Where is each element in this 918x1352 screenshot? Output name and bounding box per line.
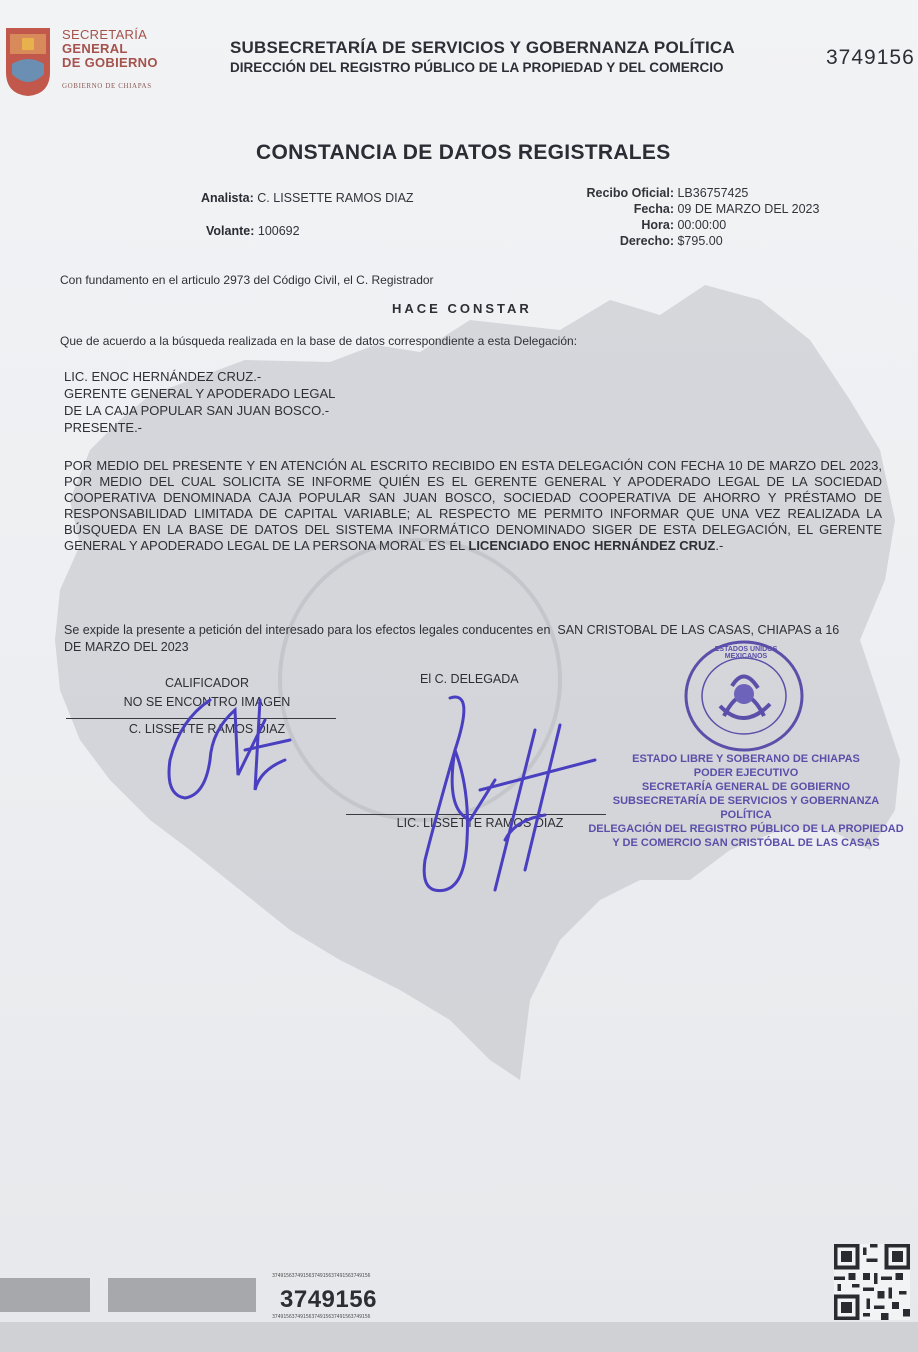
- recibo-value: LB36757425: [677, 186, 749, 200]
- body-text: POR MEDIO DEL PRESENTE Y EN ATENCIÓN AL ESCRITO RECIBIDO EN ESTA DELEGACIÓN CON FECHA 10 DE MARZO DEL 2023, POR MEDIO DEL CUAL SOLICITA SE INFORME QUIÉN ES EL GERENTE GENERAL Y APODERADO LEGAL DE LA SOCIEDAD COOPERATIVA DENOMINADA CAJA POPULAR SAN JUAN BOSCO, SOCIEDAD COOPERATIVA DE AHORRO Y PRÉSTAMO DE RESPONSABILIDAD LIMITADA DE CAPITAL VARIABLE; AL RESPECTO ME PERMITO INFORMAR QUE UNA VEZ REALIZADA LA BÚSQUEDA EN LA BASE DE DATOS DEL SISTEMA INFORMÁTICO DENOMINADO SIGER DE ESTA DELEGACIÓN, EL GERENTE GENERAL Y APODERADO LEGAL DE LA PERSONA MORAL ES EL: [64, 458, 882, 553]
- barcode-microtext-bottom: 37491563749156374915637491563749156: [272, 1314, 371, 1320]
- logo-line-1: SECRETARÍA: [62, 27, 148, 42]
- analista-label: Analista:: [201, 191, 254, 205]
- calificador-note: NO SE ENCONTRO IMAGEN: [123, 695, 291, 709]
- addressee-block: [64, 368, 335, 436]
- derecho-label: Derecho:: [619, 234, 674, 248]
- scan-bottom-edge: [0, 1322, 918, 1352]
- secretaria-logo: [0, 22, 180, 102]
- stamp-line-5: DELEGACIÓN DEL REGISTRO PÚBLICO DE LA PROPIEDAD: [588, 823, 904, 835]
- recibo-block: [560, 185, 819, 249]
- delegada-label: El C. DELEGADA: [420, 672, 519, 686]
- barcode-microtext-top: 37491563749156374915637491563749156: [272, 1273, 371, 1279]
- expide-text: Se expide la presente a petición del interesado para los efectos legales conducentes en: [64, 623, 551, 637]
- addressee-line-3: DE LA CAJA POPULAR SAN JUAN BOSCO.-: [64, 403, 330, 418]
- body-suffix: .-: [715, 538, 724, 553]
- expide-place: SAN CRISTOBAL DE LAS CASAS, CHIAPAS: [557, 623, 812, 637]
- body-bold-name: LICENCIADO ENOC HERNÁNDEZ CRUZ: [468, 538, 716, 553]
- header-subsecretaria: SUBSECRETARÍA DE SERVICIOS Y GOBERNANZA POLÍTICA: [230, 38, 735, 57]
- chiapas-shield-icon: [2, 24, 54, 98]
- stamp-line-6: Y DE COMERCIO SAN CRISTÓBAL DE LAS CASAS: [612, 837, 880, 849]
- stamp-text-block: [586, 752, 906, 850]
- analista-row: [201, 191, 414, 205]
- logo-line-3: DE GOBIERNO: [62, 55, 158, 70]
- fecha-label: Fecha:: [633, 202, 674, 216]
- busqueda-text: Que de acuerdo a la búsqueda realizada en la base de datos correspondiente a esta Delegación:: [60, 334, 578, 348]
- hace-constar-heading: HACE CONSTAR: [392, 301, 532, 316]
- volante-label: Volante:: [206, 224, 255, 238]
- stamp-line-3: SECRETARÍA GENERAL DE GOBIERNO: [641, 781, 851, 793]
- addressee-line-1: LIC. ENOC HERNÁNDEZ CRUZ.-: [64, 369, 262, 384]
- volante-value: 100692: [257, 224, 300, 238]
- delegada-signature: [395, 690, 605, 900]
- hora-value: 00:00:00: [677, 218, 727, 232]
- volante-row: [206, 224, 300, 238]
- recibo-label: Recibo Oficial:: [586, 186, 674, 200]
- barcode-label: [266, 1272, 412, 1320]
- calificador-signature: [140, 680, 310, 810]
- header-direccion: DIRECCIÓN DEL REGISTRO PÚBLICO DE LA PROPIEDAD Y DEL COMERCIO: [230, 60, 724, 75]
- logo-subtitle: GOBIERNO DE CHIAPAS: [62, 82, 152, 90]
- body-paragraph: [64, 458, 882, 554]
- addressee-line-4: PRESENTE.-: [64, 420, 143, 435]
- hora-label: Hora:: [641, 218, 674, 232]
- footer-bar-left: [0, 1278, 90, 1312]
- fecha-value: 09 DE MARZO DEL 2023: [677, 202, 820, 216]
- calificador-name: C. LISSETTE RAMOS DIAZ: [128, 722, 286, 736]
- delegada-name: LIC. LISSETTE RAMOS DIAZ: [396, 816, 564, 830]
- addressee-line-2: GERENTE GENERAL Y APODERADO LEGAL: [64, 386, 336, 401]
- stamp-line-2: PODER EJECUTIVO: [693, 767, 799, 779]
- barcode-number: 3749156: [280, 1286, 377, 1313]
- expide-date: a 16 DE MARZO DEL 2023: [64, 623, 840, 654]
- footer-bar-middle: [108, 1278, 256, 1312]
- analista-value: C. LISSETTE RAMOS DIAZ: [257, 191, 414, 205]
- folio-number: 3749156: [826, 46, 915, 69]
- calificador-label: CALIFICADOR: [164, 676, 250, 690]
- stamp-line-1: ESTADO LIBRE Y SOBERANO DE CHIAPAS: [632, 753, 860, 765]
- stamp-line-4: SUBSECRETARÍA DE SERVICIOS Y GOBERNANZA POLÍTICA: [612, 795, 880, 821]
- logo-line-2: GENERAL: [62, 41, 128, 56]
- fundamento-text: Con fundamento en el articulo 2973 del Código Civil, el C. Registrador: [60, 273, 434, 287]
- qr-code: [834, 1244, 910, 1320]
- derecho-value: $795.00: [677, 234, 723, 248]
- seal-ring-text: ESTADOS UNIDOS MEXICANOS: [714, 646, 778, 660]
- document-title: CONSTANCIA DE DATOS REGISTRALES: [256, 141, 671, 164]
